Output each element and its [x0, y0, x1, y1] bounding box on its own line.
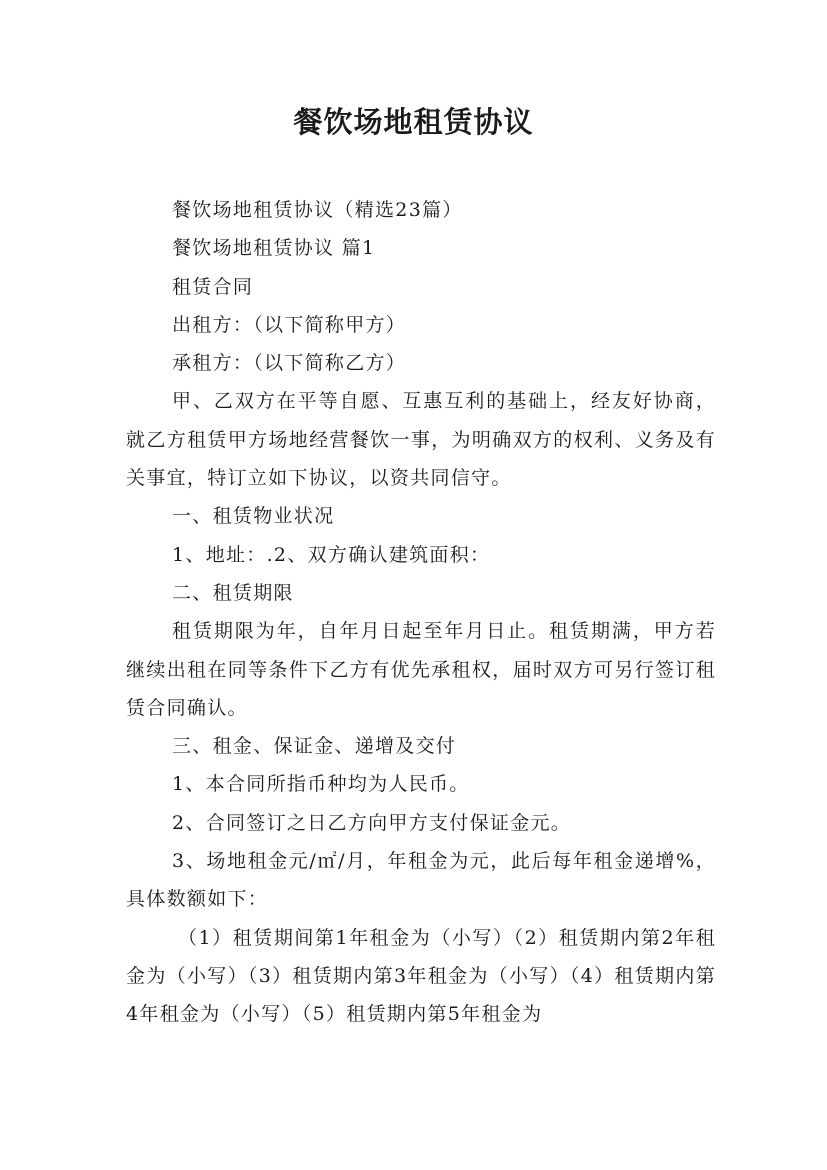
document-body: [126, 191, 716, 1034]
paragraph-section-heading: 餐饮场地租赁协议 篇1: [172, 237, 376, 260]
paragraph-clause-3-rent: 3、场地租金元/㎡/月，年租金为元，此后每年租金递增%，具体数额如下：: [126, 850, 716, 911]
paragraph-preamble: 甲、乙双方在平等自愿、互惠互利的基础上，经友好协商，就乙方租赁甲方场地经营餐饮一事，为明确双方的权利、义务及有关事宜，特订立如下协议，以资共同信守。: [126, 390, 716, 490]
paragraph-lessee: 承租方：（以下简称乙方）: [172, 352, 407, 375]
paragraph-lessor: 出租方：（以下简称甲方）: [172, 313, 407, 336]
paragraph-subtitle: 餐饮场地租赁协议（精选23篇）: [172, 199, 463, 221]
paragraph-clause-1-address: 1、地址：.2、双方确认建筑面积：: [172, 543, 491, 566]
paragraph-clause-2-heading: 二、租赁期限: [172, 581, 294, 604]
paragraph-contract-heading: 租赁合同: [172, 275, 254, 298]
document-title: 餐饮场地租赁协议: [293, 105, 534, 139]
paragraph-clause-3-currency: 1、本合同所指币种均为人民币。: [172, 773, 470, 796]
paragraph-clause-3-heading: 三、租金、保证金、递增及交付: [172, 735, 457, 758]
paragraph-clause-1-heading: 一、租赁物业状况: [172, 505, 335, 528]
paragraph-clause-2-term: 租赁期限为年，自年月日起至年月日止。租赁期满，甲方若继续出租在同等条件下乙方有优先承租权，届时双方可另行签订租赁合同确认。: [126, 620, 716, 719]
paragraph-clause-3-deposit: 2、合同签订之日乙方向甲方支付保证金元。: [172, 811, 572, 834]
paragraph-clause-3-schedule: （1）租赁期间第1年租金为（小写）（2）租赁期内第2年租金为（小写）（3）租赁期内第3年租金为（小写）（4）租赁期内第4年租金为（小写）（5）租赁期内第5年租金为: [126, 926, 716, 1026]
